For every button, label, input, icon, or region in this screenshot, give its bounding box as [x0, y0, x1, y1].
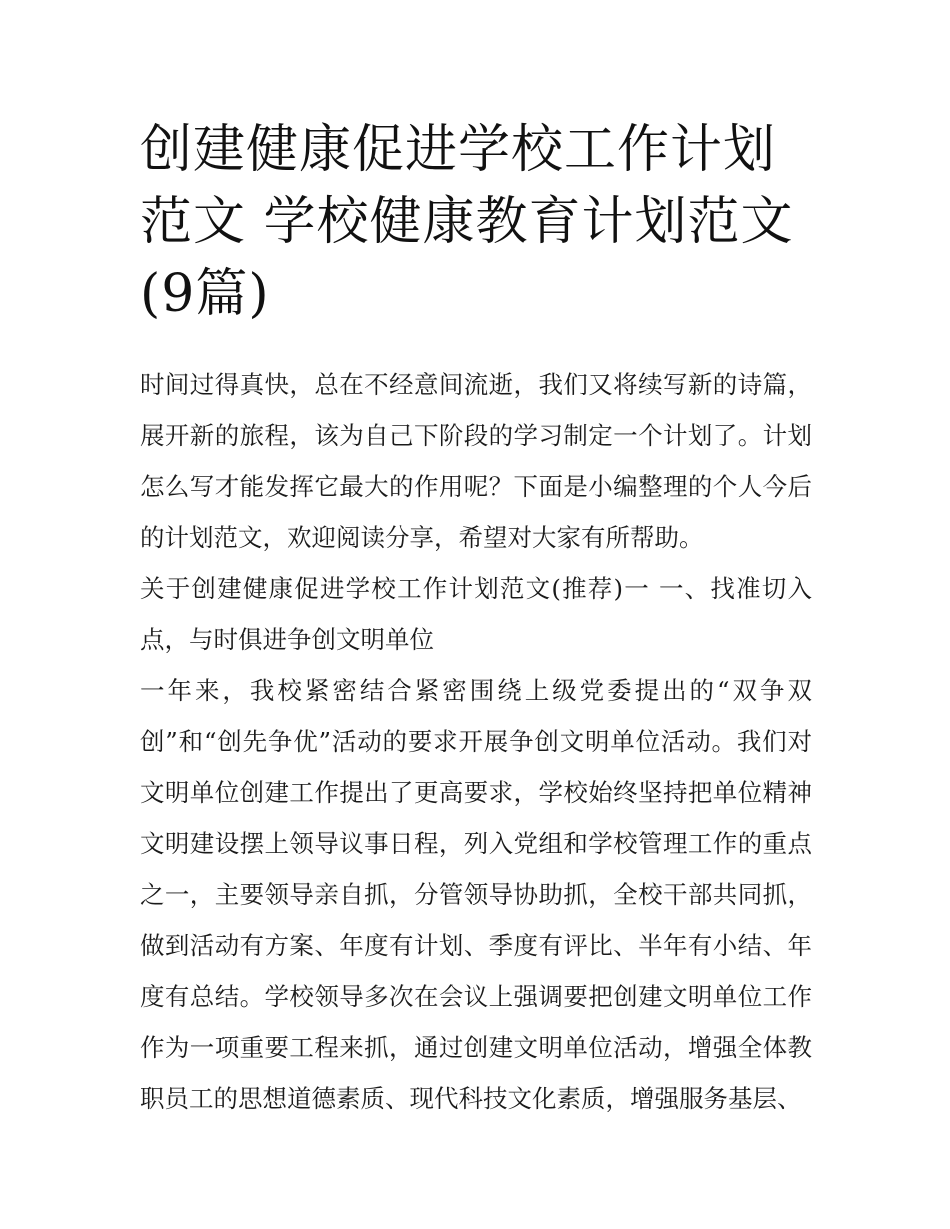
document-body — [140, 359, 812, 1124]
section-heading-paragraph: 关于创建健康促进学校工作计划范文(推荐)一 一、找准切入点，与时俱进争创文明单位 — [140, 574, 812, 654]
document-title: 创建健康促进学校工作计划范文 学校健康教育计划范文(9篇) — [140, 120, 794, 324]
body-paragraph: 一年来，我校紧密结合紧密围绕上级党委提出的“双争双创”和“创先争优”活动的要求开展争创文明单位活动。我们对文明单位创建工作提出了更高要求，学校始终坚持把单位精神文明建设摆上领导议事日程，列入党组和学校管理工作的重点之一，主要领导亲自抓，分管领导协助抓，全校干部共同抓，做到活动有方案、年度有计划、季度有评比、半年有小结、年度有总结。学校领导多次在会议上强调要把创建文明单位工作作为一项重要工程来抓，通过创建文明单位活动，增强全体教职员工的思想道德素质、现代科技文化素质，增强服务基层、 — [140, 676, 812, 1113]
intro-paragraph: 时间过得真快，总在不经意间流逝，我们又将续写新的诗篇，展开新的旅程，该为自己下阶段的学习制定一个计划了。计划怎么写才能发挥它最大的作用呢？下面是小编整理的个人今后的计划范文，欢迎阅读分享，希望对大家有所帮助。 — [140, 370, 812, 552]
